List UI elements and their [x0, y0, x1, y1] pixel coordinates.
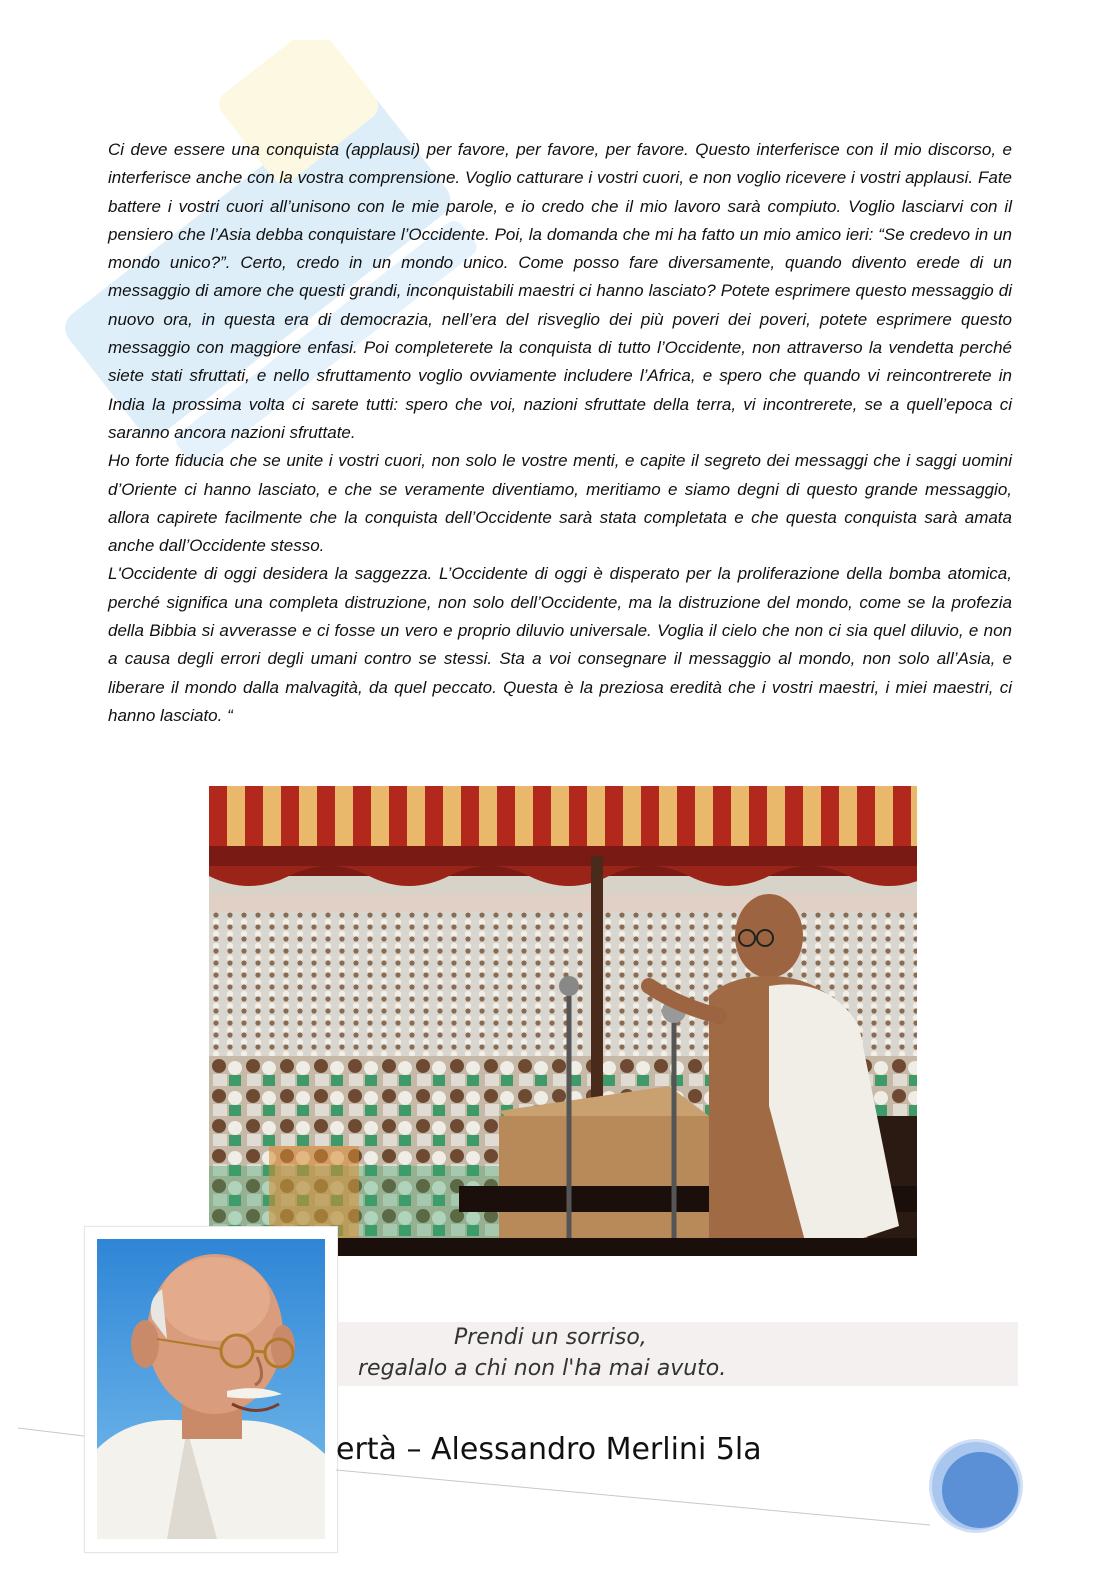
quote-line-2: regalalo a chi non l'ha mai avuto. [358, 1356, 727, 1381]
gandhi-portrait [97, 1239, 325, 1539]
speech-paragraph: Ho forte fiducia che se unite i vostri cuori, non solo le vostre menti, e capite il segreto dei messaggi che i saggi uomini d’Oriente ci hanno lasciato, e che se veramente diventiamo, meritiamo e siamo degni di questo grande messaggio, allora capirete facilmente che la conquista dell’Occidente sarà stata completata e che questa conquista sarà amata anche dall’Occidente stesso. [108, 451, 1012, 556]
portrait-frame [84, 1226, 338, 1553]
footer-title: ertà – Alessandro Merlini 5la [336, 1432, 762, 1467]
gandhi-speech-illustration [209, 786, 917, 1256]
footer-circle-badge [926, 1436, 1026, 1536]
speech-paragraph: L'Occidente di oggi desidera la saggezza. L’Occidente di oggi è disperato per la proliferazione della bomba atomica, perché significa una completa distruzione, non solo dell’Occidente, ma la distruzione del mondo, come se la profezia della Bibbia si avverasse e ci fosse un vero e proprio diluvio universale. Voglia il cielo che non ci sia quel diluvio, e non a causa degli errori degli umani contro se stessi. Sta a voi consegnare il messaggio al mondo, non solo all’Asia, e liberare il mondo dalla malvagità, da quel peccato. Questa è la preziosa eredità che i vostri maestri, i miei maestri, ci hanno lasciato. “ [108, 564, 1012, 725]
quote-line-1: Prendi un sorriso, [454, 1325, 647, 1350]
speech-paragraph: Ci deve essere una conquista (applausi) per favore, per favore, per favore. Questo interferisce con il mio discorso, e interferisce anche con la vostra comprensione. Voglio catturare i vostri cuori, e non voglio ricevere i vostri applausi. Fate battere i vostri cuori all’unisono con le mie parole, e io credo che il mio lavoro sarà compiuto. Voglio lasciarvi con il pensiero che l’Asia debba conquistare l’Occidente. Poi, la domanda che mi ha fatto un mio amico ieri: “Se credevo in un mondo unico?”. Certo, credo in un mondo unico. Come posso fare diversamente, quando divento erede di un messaggio di amore che questi grandi, inconquistabili maestri ci hanno lasciato? Potete esprimere questo messaggio di nuovo ora, in questa era di democrazia, nell’era del risveglio dei più poveri dei poveri, potete esprimere questo messaggio con maggiore enfasi. Poi completerete la conquista di tutto l’Occidente, non attraverso la vendetta perché siete stati sfruttati, e nello sfruttamento voglio ovviamente includere l’Africa, e spero che quando vi reincontrerete in India la prossima volta ci sarete tutti: spero che voi, nazioni sfruttate della terra, vi incontrerete, se a quell’epoca ci saranno ancora nazioni sfruttate. [108, 140, 1012, 442]
speech-text [108, 136, 1012, 730]
